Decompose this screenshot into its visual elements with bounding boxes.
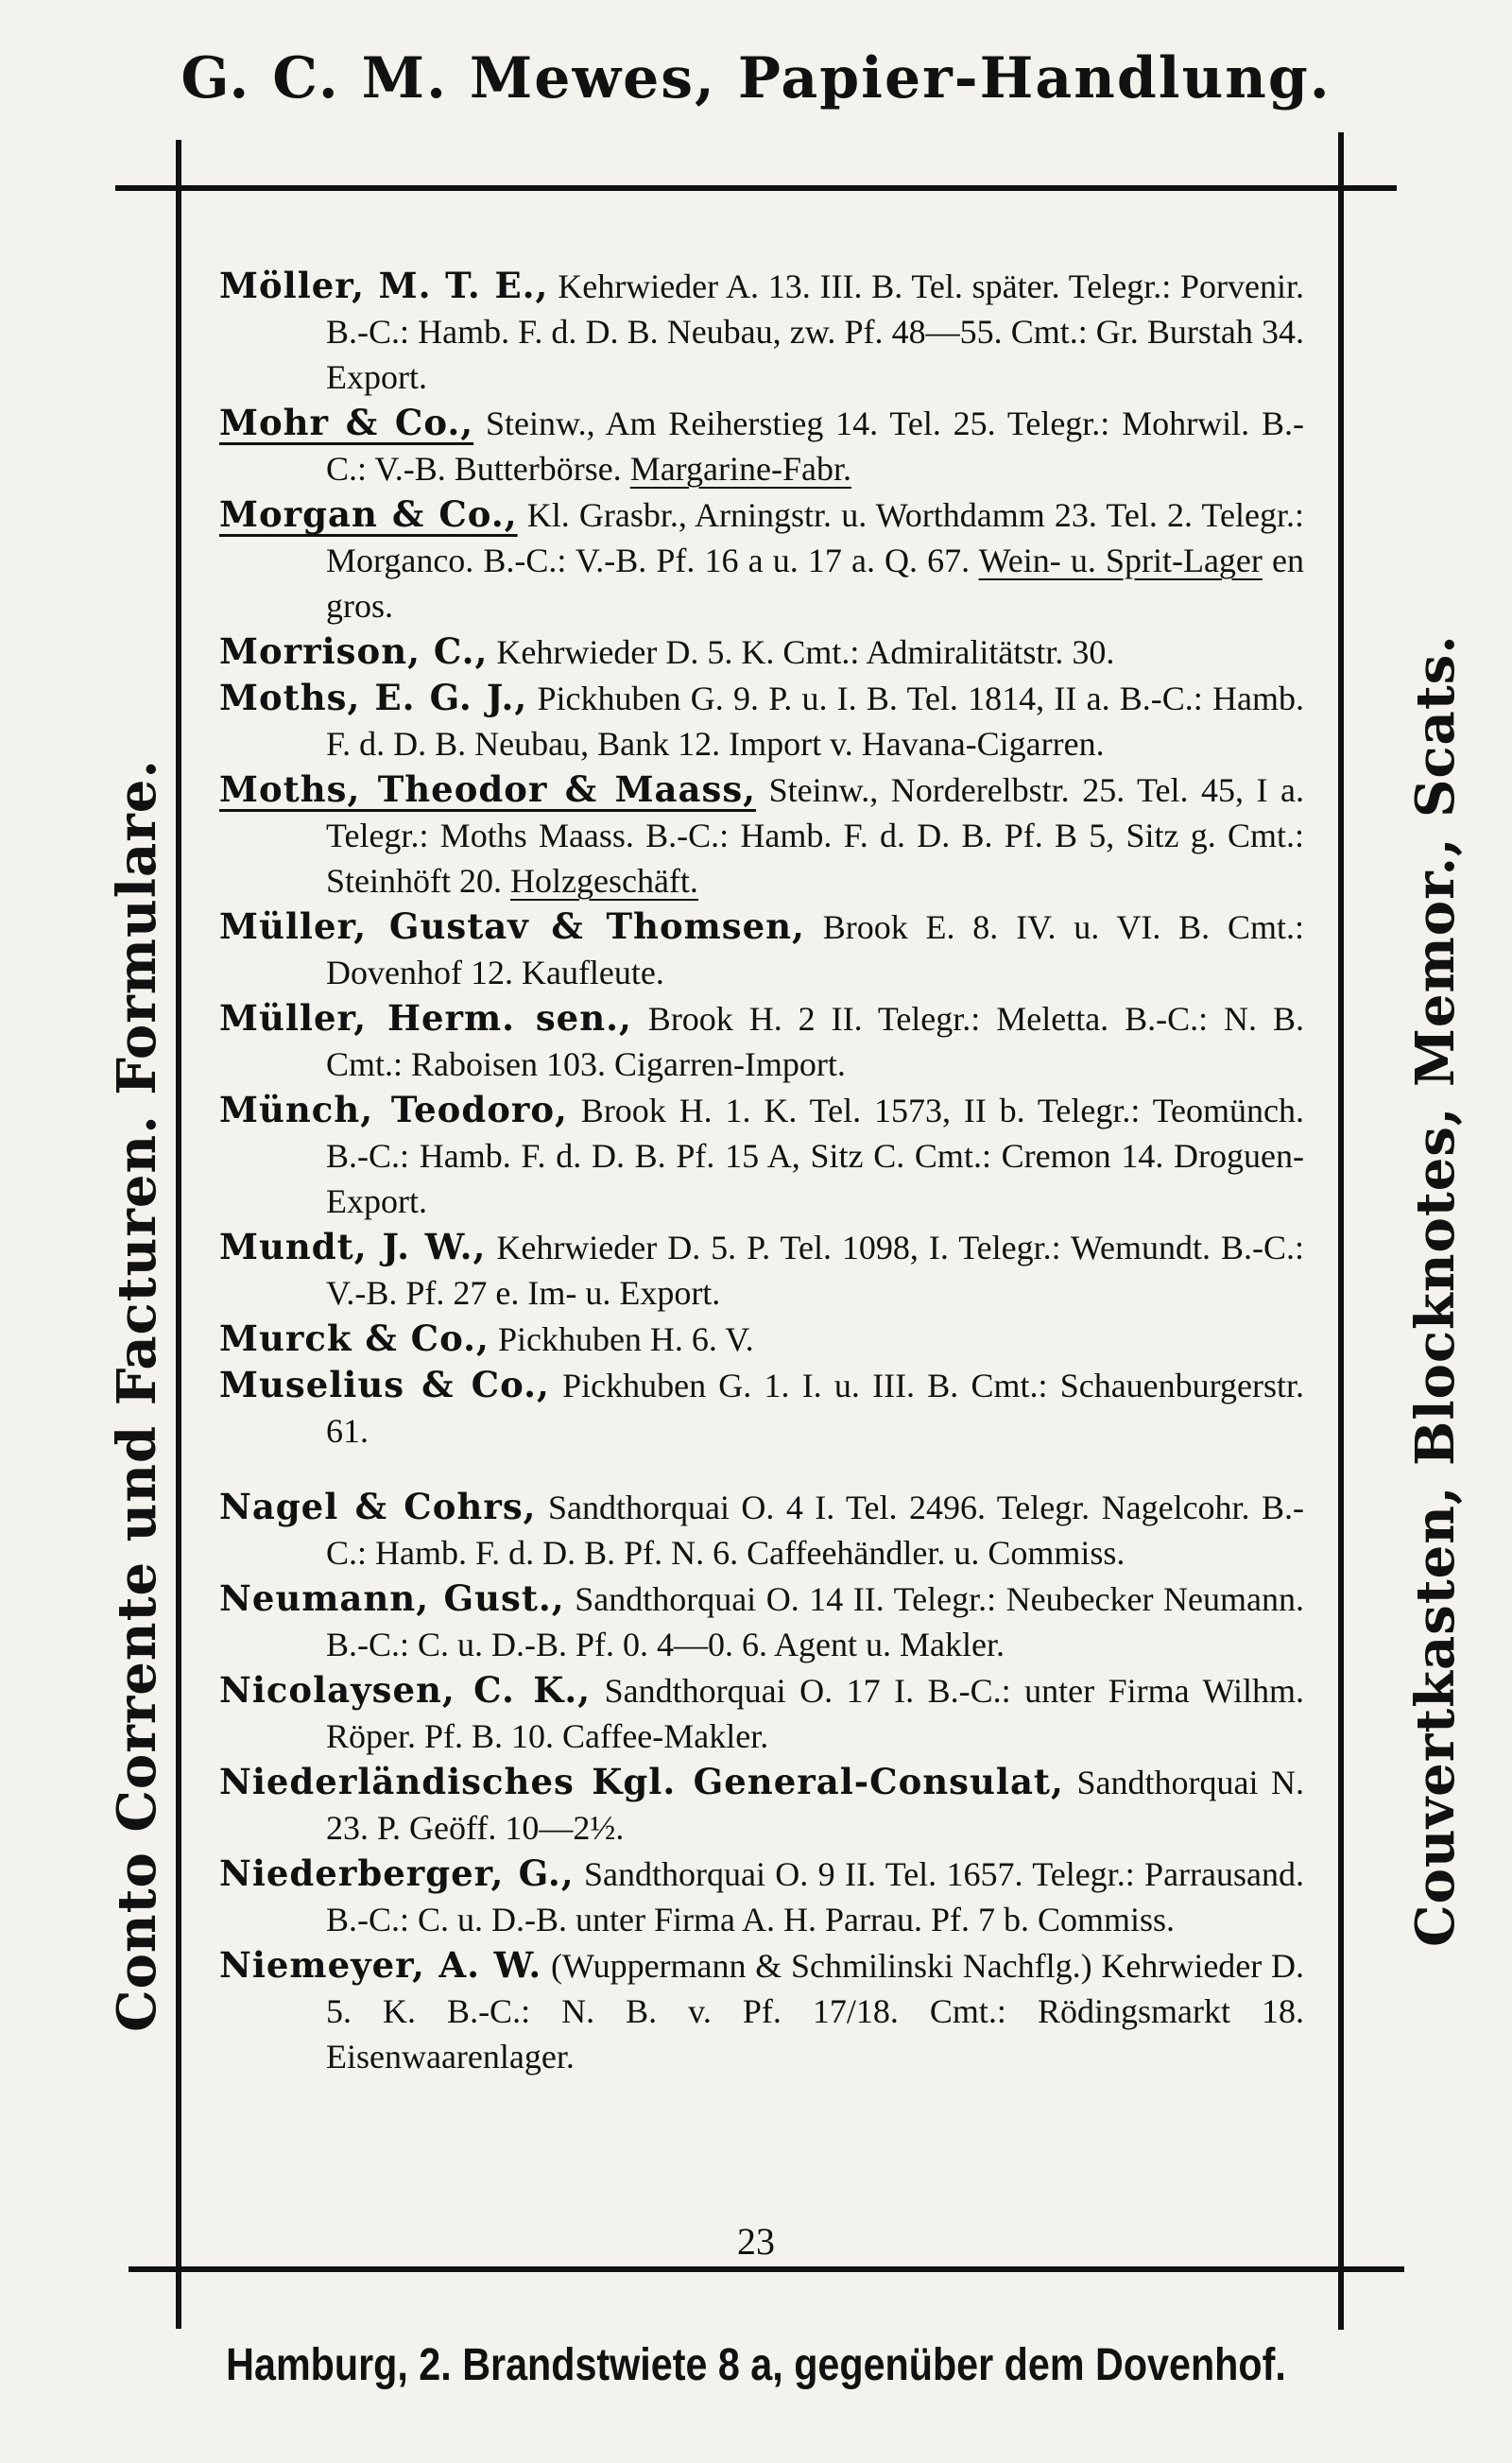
entry-details: Steinw., Am Reiherstieg 14. Tel. 25. Telegr.: Mohrwil. B.-C.: V.-B. Butterbörse. xyxy=(326,405,1304,488)
directory-entry xyxy=(219,904,1304,995)
firm-name: Niederberger, G., xyxy=(219,1852,575,1894)
side-text-left: Conto Corrente und Facturen. Formulare. xyxy=(106,759,168,2032)
entry-business-type: Margarine-Fabr. xyxy=(629,450,851,488)
entry-list xyxy=(219,263,1304,2079)
entry-details: Sandthorquai N. 23. P. Geöff. 10—2½. xyxy=(326,1764,1305,1847)
entry-details: Sandthorquai O. 4 I. Tel. 2496. Telegr. Nagelcohr. B.-C.: Hamb. F. d. D. B. Pf. N. 6. Caffeehändler. u. Commiss. xyxy=(326,1489,1304,1572)
entry-business-type: Holzgeschäft. xyxy=(510,862,698,900)
directory-entry xyxy=(219,675,1304,766)
firm-name: Müller, Herm. sen., xyxy=(219,997,632,1039)
entry-details: Sandthorquai O. 14 II. Telegr.: Neubecker Neumann. B.-C.: C. u. D.-B. Pf. 0. 4—0. 6. Agent u. Makler. xyxy=(326,1580,1304,1663)
entry-details: Pickhuben G. 1. I. u. III. B. Cmt.: Schauenburgerstr. 61. xyxy=(326,1367,1304,1450)
directory-entry xyxy=(219,1942,1304,2079)
directory-entry xyxy=(219,1851,1304,1942)
footer-address: Hamburg, 2. Brandstwiete 8 a, gegenüber dem Dovenhof. xyxy=(226,2340,1286,2390)
directory-entry xyxy=(219,1576,1304,1667)
entry-details: Kehrwieder D. 5. P. Tel. 1098, I. Telegr.: Wemundt. B.-C.: V.-B. Pf. 27 e. Im- u. Export. xyxy=(326,1229,1305,1312)
directory-entry xyxy=(219,263,1304,400)
entry-details: (Wuppermann & Schmilinski Nachflg.) Kehrwieder D. 5. K. B.-C.: N. B. v. Pf. 17/18. Cmt.: Rödingsmarkt 18. Eisenwaarenlager. xyxy=(326,1947,1304,2075)
firm-name: Nicolaysen, C. K., xyxy=(219,1669,592,1711)
left-rule xyxy=(176,140,181,2329)
firm-name: Moths, Theodor & Maass, xyxy=(219,768,757,810)
directory-entry xyxy=(219,629,1304,675)
directory-entry xyxy=(219,400,1304,491)
firm-name: Mohr & Co., xyxy=(219,402,474,443)
entry-details: Kehrwieder D. 5. K. Cmt.: Admiralitätstr. 30. xyxy=(488,633,1115,671)
entry-business-type: Wein- u. Sprit-Lager xyxy=(978,542,1263,579)
directory-entry xyxy=(219,1759,1304,1851)
directory-entry xyxy=(219,1484,1304,1576)
entry-details: Pickhuben G. 9. P. u. I. B. Tel. 1814, II a. B.-C.: Hamb. F. d. D. B. Neubau, Bank 12. Import v. Havana-Cigarren. xyxy=(326,680,1305,763)
entry-details: Steinw., Norderelbstr. 25. Tel. 45, I a. Telegr.: Moths Maass. B.-C.: Hamb. F. d. D. B. Pf. B 5, Sitz g. Cmt.: Steinhöft 20. xyxy=(326,771,1304,900)
top-rule xyxy=(115,185,1397,191)
side-text-right: Couvertkasten, Blocknotes, Memor., Scats. xyxy=(1404,634,1467,1947)
entry-details: Kl. Grasbr., Arningstr. u. Worthdamm 23. Tel. 2. Telegr.: Morganco. B.-C.: V.-B. Pf. 16 a u. 17 a. Q. 67. xyxy=(326,496,1304,579)
page-number: 23 xyxy=(737,2220,775,2263)
firm-name: Morrison, C., xyxy=(219,630,489,672)
directory-entry xyxy=(219,1224,1304,1316)
entry-details: Sandthorquai O. 9 II. Tel. 1657. Telegr.: Parrausand. B.-C.: C. u. D.-B. unter Firma A. H. Parrau. Pf. 7 b. Commiss. xyxy=(326,1855,1304,1938)
right-rule xyxy=(1338,132,1344,2330)
entry-details: Kehrwieder A. 13. III. B. Tel. später. Telegr.: Porvenir. B.-C.: Hamb. F. d. D. B. Neubau, zw. Pf. 48—55. Cmt.: Gr. Burstah 34. Export. xyxy=(326,267,1304,396)
firm-name: Murck & Co., xyxy=(219,1318,490,1359)
entry-details: Pickhuben H. 6. V. xyxy=(489,1320,754,1358)
firm-name: Niemeyer, A. W. xyxy=(219,1944,542,1986)
entry-details: en gros. xyxy=(326,542,1305,625)
directory-entry xyxy=(219,766,1304,904)
firm-name: Möller, M. T. E., xyxy=(219,265,549,306)
directory-entry xyxy=(219,995,1304,1087)
directory-entry xyxy=(219,1362,1304,1454)
directory-entry xyxy=(219,1087,1304,1224)
firm-name: Nagel & Cohrs, xyxy=(219,1486,537,1527)
firm-name: Neumann, Gust., xyxy=(219,1577,565,1619)
firm-name: Muselius & Co., xyxy=(219,1364,550,1405)
firm-name: Müller, Gustav & Thomsen, xyxy=(219,905,805,947)
firm-name: Moths, E. G. J., xyxy=(219,677,528,718)
directory-entry xyxy=(219,1316,1304,1362)
directory-entry xyxy=(219,491,1304,629)
page-header: G. C. M. Mewes, Papier-Handlung. xyxy=(180,45,1332,112)
firm-name: Niederländisches Kgl. General-Consulat, xyxy=(219,1761,1064,1802)
bottom-rule xyxy=(129,2266,1404,2272)
entry-details: Sandthorquai O. 17 I. B.-C.: unter Firma Wilhm. Röper. Pf. B. 10. Caffee-Makler. xyxy=(326,1672,1304,1755)
entry-details: Brook E. 8. IV. u. VI. B. Cmt.: Dovenhof 12. Kaufleute. xyxy=(326,908,1304,991)
firm-name: Münch, Teodoro, xyxy=(219,1089,568,1130)
entry-details: Brook H. 1. K. Tel. 1573, II b. Telegr.: Teomünch. B.-C.: Hamb. F. d. D. B. Pf. 15 A, Sitz C. Cmt.: Cremon 14. Droguen-Export. xyxy=(326,1092,1304,1220)
firm-name: Mundt, J. W., xyxy=(219,1226,487,1267)
firm-name: Morgan & Co., xyxy=(219,493,518,535)
directory-entry xyxy=(219,1667,1304,1759)
entry-details: Brook H. 2 II. Telegr.: Meletta. B.-C.: N. B. Cmt.: Raboisen 103. Cigarren-Import. xyxy=(326,1000,1304,1083)
